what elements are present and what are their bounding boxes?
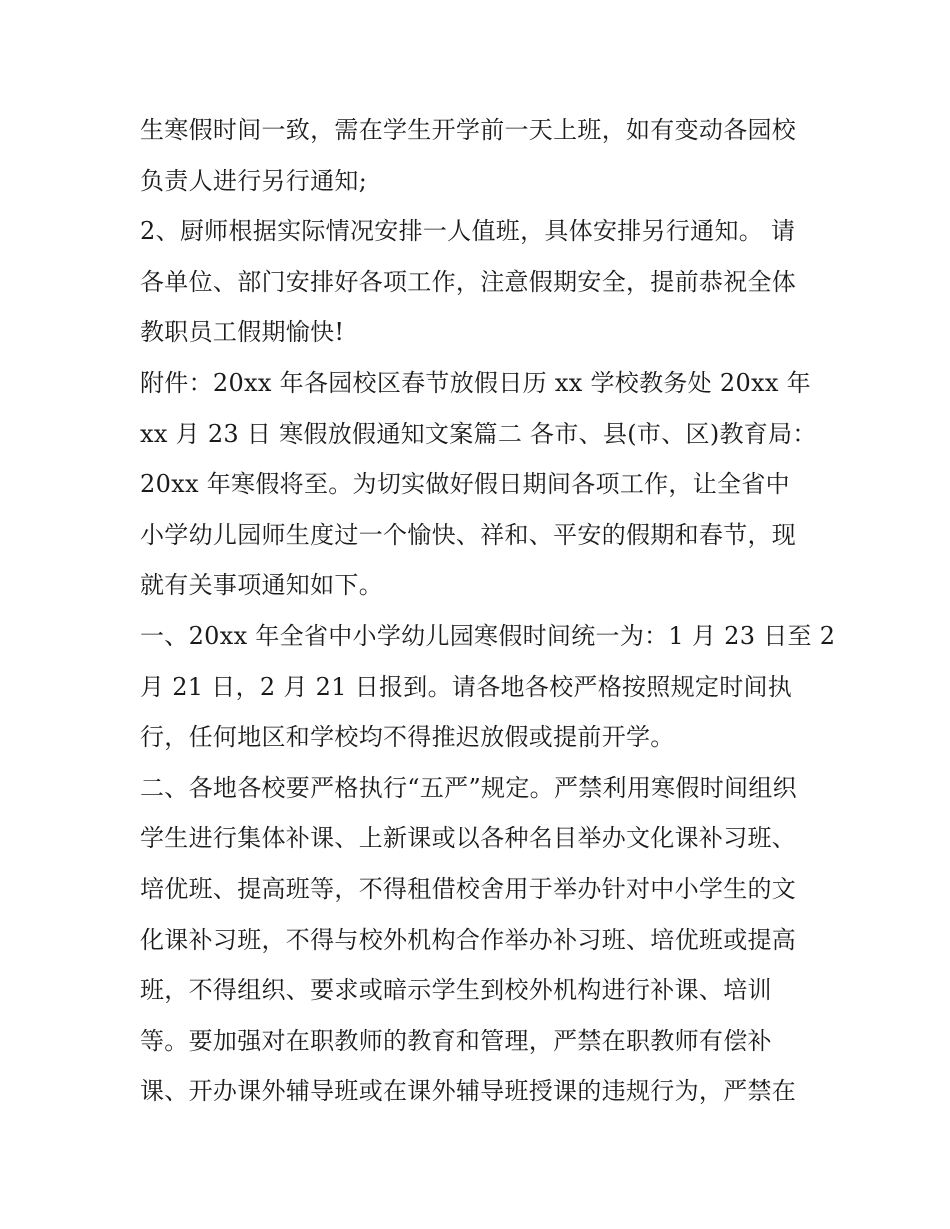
text-line: 班，不得组织、要求或暗示学生到校外机构进行补课、培训 xyxy=(140,976,772,1005)
text-line: 附件：20xx 年各园校区春节放假日历 xx 学校教务处 20xx 年 xyxy=(140,368,811,397)
text-line: 二、各地各校要严格执行“五严”规定。严禁利用寒假时间组织 xyxy=(140,773,797,802)
text-line: xx 月 23 日 寒假放假通知文案篇二 各市、县(市、区)教育局： xyxy=(140,419,817,448)
text-line: 行，任何地区和学校均不得推迟放假或提前开学。 xyxy=(140,723,675,752)
text-line: 各单位、部门安排好各项工作，注意假期安全，提前恭祝全体 xyxy=(140,267,797,296)
text-line: 学生进行集体补课、上新课或以各种名目举办文化课补习班、 xyxy=(140,824,797,853)
text-line: 2、厨师根据实际情况安排一人值班，具体安排另行通知。 请 xyxy=(140,217,796,246)
text-line: 生寒假时间一致，需在学生开学前一天上班，如有变动各园校 xyxy=(140,116,797,144)
text-line: 化课补习班，不得与校外机构合作举办补习班、培优班或提高 xyxy=(140,925,797,954)
text-line: 月 21 日，2 月 21 日报到。请各地各校严格按照规定时间执 xyxy=(140,672,793,701)
text-line: 培优班、提高班等，不得租借校舍用于举办针对中小学生的文 xyxy=(140,874,797,903)
text-line: 课、开办课外辅导班或在课外辅导班授课的违规行为，严禁在 xyxy=(140,1077,797,1106)
document-body-text xyxy=(140,105,836,1117)
text-line: 小学幼儿园师生度过一个愉快、祥和、平安的假期和春节，现 xyxy=(140,520,797,549)
text-line: 一、20xx 年全省中小学幼儿园寒假时间统一为：1 月 23 日至 2 xyxy=(140,621,836,650)
text-line: 教职员工假期愉快! xyxy=(140,318,345,347)
text-line: 负责人进行另行通知; xyxy=(140,166,368,195)
text-line: 就有关事项通知如下。 xyxy=(140,571,383,600)
text-line: 等。要加强对在职教师的教育和管理，严禁在职教师有偿补 xyxy=(140,1026,772,1055)
text-line: 20xx 年寒假将至。为切实做好假日期间各项工作，让全省中 xyxy=(140,470,790,499)
